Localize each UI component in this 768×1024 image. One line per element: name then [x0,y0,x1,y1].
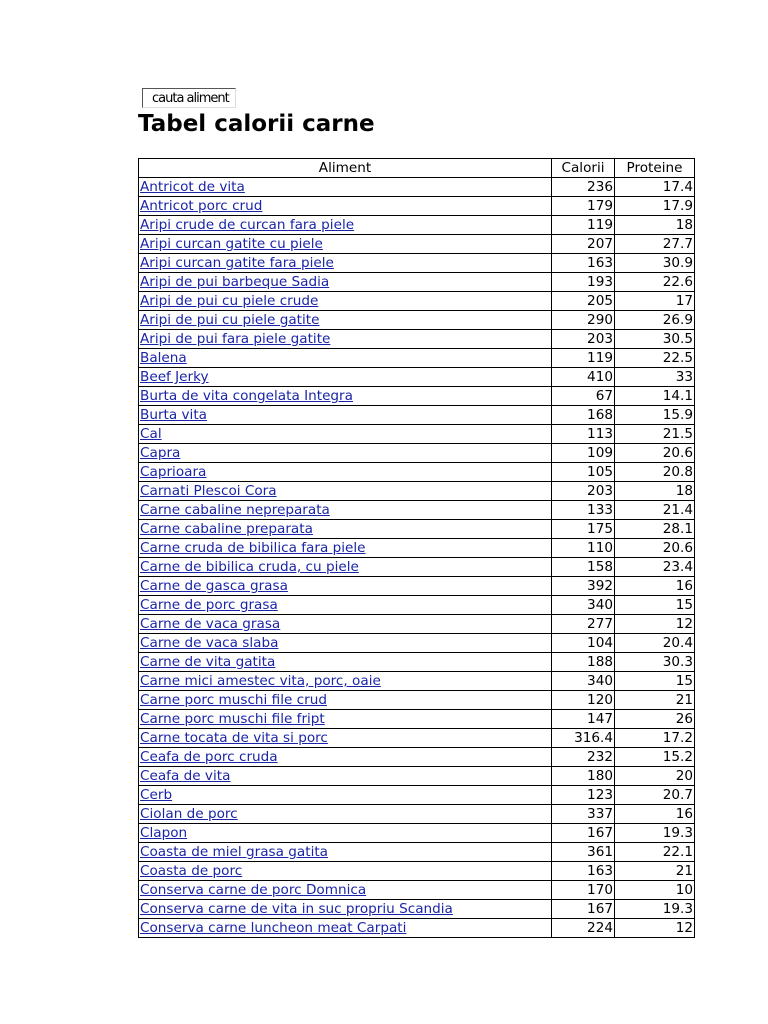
protein-cell: 15 [615,672,695,691]
food-link[interactable]: Clapon [140,825,188,841]
calories-cell: 104 [552,634,615,653]
table-row [139,881,695,900]
food-link[interactable]: Carne tocata de vita si porc [140,730,328,746]
food-link[interactable]: Carne de porc grasa [140,597,278,613]
protein-cell: 19.3 [615,824,695,843]
food-name-cell [139,634,552,653]
table-row [139,634,695,653]
food-link[interactable]: Carnati Plescoi Cora [140,483,277,499]
protein-cell: 16 [615,805,695,824]
calories-cell: 109 [552,444,615,463]
calories-cell: 180 [552,767,615,786]
table-row [139,254,695,273]
calories-cell: 316.4 [552,729,615,748]
calories-cell: 167 [552,824,615,843]
calories-cell: 188 [552,653,615,672]
food-name-cell [139,805,552,824]
food-link[interactable]: Burta de vita congelata Integra [140,388,353,404]
table-row [139,748,695,767]
protein-cell: 22.1 [615,843,695,862]
food-name-cell [139,349,552,368]
table-row [139,501,695,520]
calories-cell: 120 [552,691,615,710]
calories-cell: 163 [552,254,615,273]
protein-cell: 15 [615,596,695,615]
protein-cell: 14.1 [615,387,695,406]
food-name-cell [139,406,552,425]
calories-cell: 207 [552,235,615,254]
food-link[interactable]: Conserva carne de vita in suc propriu Scandia [140,901,453,917]
food-link[interactable]: Carne cabaline nepreparata [140,502,330,518]
protein-cell: 18 [615,482,695,501]
calories-cell: 205 [552,292,615,311]
protein-cell: 26 [615,710,695,729]
protein-cell: 17.9 [615,197,695,216]
food-link[interactable]: Carne porc muschi file fript [140,711,325,727]
food-name-cell [139,425,552,444]
food-name-cell [139,786,552,805]
calories-cell: 290 [552,311,615,330]
food-link[interactable]: Aripi de pui fara piele gatite [140,331,331,347]
food-link[interactable]: Ceafa de porc cruda [140,749,278,765]
food-name-cell [139,330,552,349]
food-name-cell [139,254,552,273]
food-link[interactable]: Carne cruda de bibilica fara piele [140,540,366,556]
table-row [139,615,695,634]
food-name-cell [139,292,552,311]
food-link[interactable]: Coasta de miel grasa gatita [140,844,329,860]
protein-cell: 16 [615,577,695,596]
food-link[interactable]: Carne porc muschi file crud [140,692,327,708]
table-row [139,710,695,729]
food-link[interactable]: Balena [140,350,187,366]
table-row [139,729,695,748]
protein-cell: 18 [615,216,695,235]
protein-cell: 17 [615,292,695,311]
table-row [139,406,695,425]
food-link[interactable]: Coasta de porc [140,863,243,879]
food-link[interactable]: Conserva carne de porc Domnica [140,882,367,898]
food-link[interactable]: Aripi de pui barbeque Sadia [140,274,330,290]
food-name-cell [139,596,552,615]
food-link[interactable]: Cal [140,426,162,442]
table-row [139,216,695,235]
calories-cell: 168 [552,406,615,425]
food-link[interactable]: Carne de vaca grasa [140,616,281,632]
protein-cell: 21.4 [615,501,695,520]
protein-cell: 22.6 [615,273,695,292]
calories-cell: 113 [552,425,615,444]
protein-cell: 33 [615,368,695,387]
table-row [139,558,695,577]
table-row [139,368,695,387]
calories-cell: 123 [552,786,615,805]
food-name-cell [139,843,552,862]
food-name-cell [139,463,552,482]
table-body [139,178,695,938]
food-name-cell [139,729,552,748]
protein-cell: 12 [615,615,695,634]
food-link[interactable]: Aripi curcan gatite fara piele [140,255,334,271]
food-link[interactable]: Ciolan de porc [140,806,238,822]
food-link[interactable]: Antricot de vita [140,179,245,195]
protein-cell: 23.4 [615,558,695,577]
table-row [139,330,695,349]
protein-cell: 10 [615,881,695,900]
food-name-cell [139,311,552,330]
food-name-cell [139,501,552,520]
food-link[interactable]: Beef Jerky [140,369,209,385]
table-row [139,463,695,482]
column-header-proteine: Proteine [615,159,695,178]
table-row [139,786,695,805]
table-row [139,767,695,786]
calories-cell: 236 [552,178,615,197]
food-link[interactable]: Aripi curcan gatite cu piele [140,236,323,252]
calories-cell: 163 [552,862,615,881]
protein-cell: 21 [615,691,695,710]
protein-cell: 20 [615,767,695,786]
food-link[interactable]: Aripi de pui cu piele crude [140,293,319,309]
calories-cell: 203 [552,330,615,349]
table-row [139,349,695,368]
protein-cell: 20.7 [615,786,695,805]
protein-cell: 30.9 [615,254,695,273]
protein-cell: 30.3 [615,653,695,672]
search-input[interactable]: cauta aliment [142,88,236,108]
calories-cell: 340 [552,672,615,691]
protein-cell: 28.1 [615,520,695,539]
calories-cell: 158 [552,558,615,577]
protein-cell: 20.8 [615,463,695,482]
protein-cell: 21 [615,862,695,881]
table-row [139,444,695,463]
protein-cell: 20.4 [615,634,695,653]
table-row [139,577,695,596]
calories-cell: 133 [552,501,615,520]
food-name-cell [139,615,552,634]
food-name-cell [139,767,552,786]
table-row [139,292,695,311]
food-link[interactable]: Cerb [140,787,173,803]
table-row [139,178,695,197]
protein-cell: 27.7 [615,235,695,254]
table-row [139,235,695,254]
protein-cell: 17.4 [615,178,695,197]
food-name-cell [139,881,552,900]
calories-cell: 203 [552,482,615,501]
food-name-cell [139,178,552,197]
table-header-row [139,159,695,178]
table-row [139,805,695,824]
food-name-cell [139,558,552,577]
table-row [139,387,695,406]
food-link[interactable]: Aripi crude de curcan fara piele [140,217,355,233]
food-name-cell [139,539,552,558]
table-row [139,653,695,672]
food-name-cell [139,368,552,387]
calories-cell: 337 [552,805,615,824]
calories-cell: 175 [552,520,615,539]
food-name-cell [139,653,552,672]
table-row [139,824,695,843]
table-row [139,425,695,444]
food-link[interactable]: Conserva carne luncheon meat Carpati [140,920,407,936]
protein-cell: 26.9 [615,311,695,330]
food-name-cell [139,672,552,691]
calories-cell: 392 [552,577,615,596]
column-header-calorii: Calorii [552,159,615,178]
table-row [139,862,695,881]
food-name-cell [139,444,552,463]
table-row [139,539,695,558]
table-row [139,691,695,710]
protein-cell: 15.2 [615,748,695,767]
protein-cell: 17.2 [615,729,695,748]
food-link[interactable]: Ceafa de vita [140,768,231,784]
food-link[interactable]: Carne de gasca grasa [140,578,288,594]
food-link[interactable]: Carne de vita gatita [140,654,276,670]
page-title: Tabel calorii carne [138,111,375,137]
table-row [139,672,695,691]
table-row [139,900,695,919]
food-name-cell [139,216,552,235]
calories-cell: 361 [552,843,615,862]
calories-cell: 67 [552,387,615,406]
food-name-cell [139,919,552,938]
food-name-cell [139,710,552,729]
table-row [139,520,695,539]
protein-cell: 20.6 [615,539,695,558]
calories-cell: 193 [552,273,615,292]
calories-cell: 167 [552,900,615,919]
table-row [139,596,695,615]
food-link[interactable]: Aripi de pui cu piele gatite [140,312,320,328]
table-row [139,311,695,330]
food-name-cell [139,691,552,710]
protein-cell: 30.5 [615,330,695,349]
calories-cell: 170 [552,881,615,900]
table-row [139,197,695,216]
table-row [139,919,695,938]
calorie-table [138,158,695,938]
protein-cell: 12 [615,919,695,938]
food-link[interactable]: Capra [140,445,181,461]
food-name-cell [139,824,552,843]
table-row [139,482,695,501]
protein-cell: 19.3 [615,900,695,919]
calories-cell: 119 [552,349,615,368]
food-name-cell [139,197,552,216]
calories-cell: 147 [552,710,615,729]
calories-cell: 277 [552,615,615,634]
food-link[interactable]: Caprioara [140,464,207,480]
food-link[interactable]: Antricot porc crud [140,198,263,214]
calories-cell: 110 [552,539,615,558]
food-link[interactable]: Burta vita [140,407,207,423]
column-header-aliment: Aliment [139,159,552,178]
protein-cell: 22.5 [615,349,695,368]
food-name-cell [139,273,552,292]
food-name-cell [139,235,552,254]
food-name-cell [139,482,552,501]
food-link[interactable]: Carne de bibilica cruda, cu piele [140,559,359,575]
calories-cell: 410 [552,368,615,387]
food-name-cell [139,387,552,406]
food-name-cell [139,748,552,767]
calories-cell: 340 [552,596,615,615]
calories-cell: 105 [552,463,615,482]
calories-cell: 232 [552,748,615,767]
table-row [139,273,695,292]
food-name-cell [139,577,552,596]
food-name-cell [139,862,552,881]
food-link[interactable]: Carne de vaca slaba [140,635,279,651]
food-link[interactable]: Carne mici amestec vita, porc, oaie [140,673,381,689]
protein-cell: 21.5 [615,425,695,444]
protein-cell: 20.6 [615,444,695,463]
calories-cell: 224 [552,919,615,938]
calories-cell: 119 [552,216,615,235]
protein-cell: 15.9 [615,406,695,425]
food-name-cell [139,520,552,539]
table-row [139,843,695,862]
food-name-cell [139,900,552,919]
calories-cell: 179 [552,197,615,216]
food-link[interactable]: Carne cabaline preparata [140,521,313,537]
